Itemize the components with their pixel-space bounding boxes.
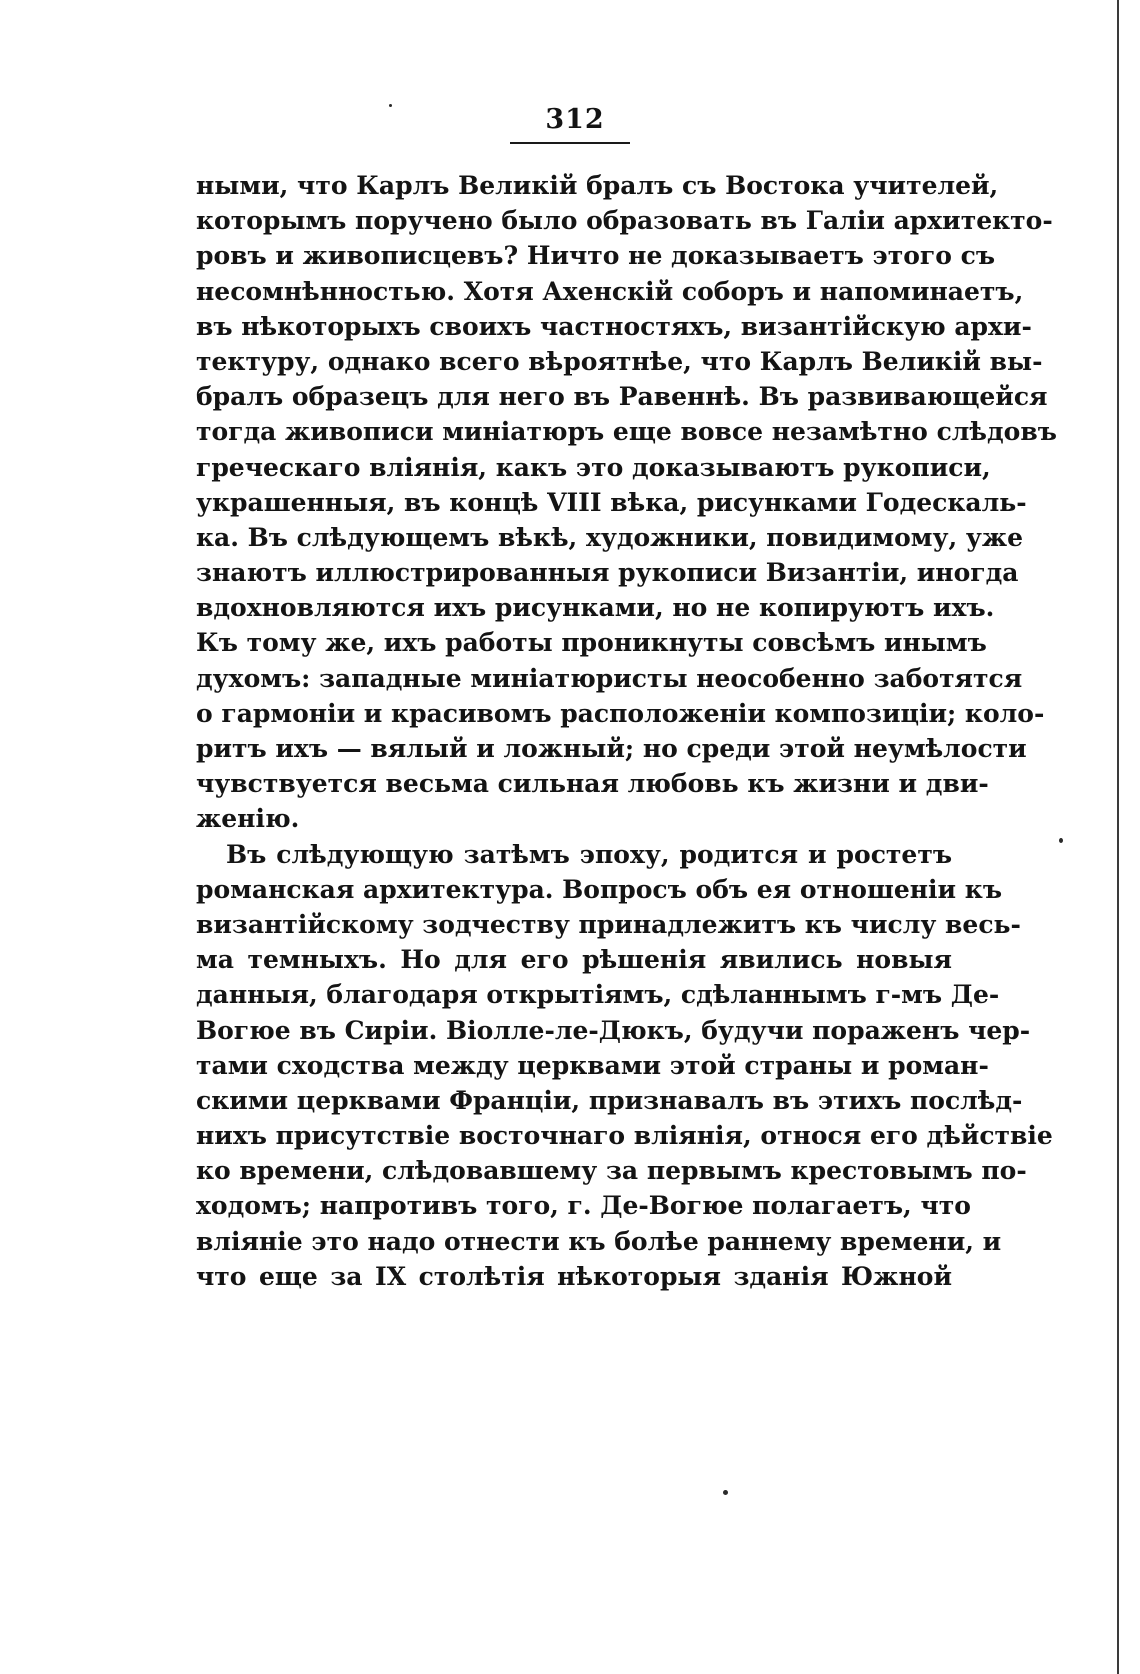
text-line: которымъ поручено было образовать въ Галіи архитекто-	[196, 206, 1053, 236]
text-line: о гармоніи и красивомъ расположеніи композиціи; коло-	[196, 698, 1045, 728]
text-line: тектуру, однако всего вѣроятнѣе, что Карлъ Великій вы-	[196, 346, 1043, 376]
page-edge-line	[1117, 0, 1119, 1674]
text-line: ко времени, слѣдовавшему за первымъ крестовымъ по-	[196, 1156, 1027, 1186]
text-line: ровъ и живописцевъ? Ничто не доказываетъ этого съ	[196, 241, 995, 271]
text-line: ритъ ихъ — вялый и ложный; но среди этой неумѣлости	[196, 734, 1027, 763]
text-line: романская архитектура. Вопросъ объ ея отношеніи къ	[196, 874, 1003, 904]
text-line: вдохновляются ихъ рисунками, но не копируютъ ихъ.	[196, 593, 995, 623]
ink-speck	[389, 104, 392, 107]
page-number-underline	[510, 142, 630, 144]
text-line: Въ слѣдующую затѣмъ эпоху, родится и ростетъ	[226, 839, 952, 869]
text-line: ходомъ; напротивъ того, г. Де-Вогюе полагаетъ, что	[196, 1191, 971, 1221]
ink-speck	[723, 1490, 728, 1495]
text-line: данныя, благодаря открытіямъ, сдѣланнымъ г-мъ Де-	[196, 980, 1000, 1010]
text-line: тами сходства между церквами этой страны и роман-	[196, 1050, 989, 1080]
ink-speck	[1059, 838, 1063, 843]
text-line: ными, что Карлъ Великій бралъ съ Востока учителей,	[196, 171, 999, 200]
text-line: Вогюе въ Сиріи. Віолле-ле-Дюкъ, будучи пораженъ чер-	[196, 1015, 1031, 1045]
text-line: тогда живописи миніатюръ еще вовсе незамѣтно слѣдовъ	[196, 417, 1057, 447]
text-line: знаютъ иллюстрированныя рукописи Византіи, иногда	[196, 558, 1019, 588]
text-line: вліяніе это надо отнести къ болѣе раннему времени, и	[196, 1226, 1002, 1256]
text-line: ма темныхъ. Но для его рѣшенія явились новыя	[196, 945, 952, 975]
text-line: духомъ: западные миніатюристы неособенно заботятся	[196, 663, 1023, 693]
text-line: въ нѣкоторыхъ своихъ частностяхъ, византійскую архи-	[196, 311, 1032, 341]
body-text	[196, 168, 1057, 1294]
text-line: греческаго вліянія, какъ это доказываютъ рукописи,	[196, 452, 991, 482]
text-line: скими церквами Франціи, признавалъ въ этихъ послѣд-	[196, 1085, 1023, 1115]
text-line: несомнѣнностью. Хотя Ахенскій соборъ и напоминаетъ,	[196, 276, 1024, 306]
text-line: чувствуется весьма сильная любовь къ жизни и дви-	[196, 769, 989, 799]
text-line: женію.	[196, 804, 300, 834]
page-number: 312	[545, 104, 605, 135]
text-line: что еще за IX столѣтія нѣкоторыя зданія Южной	[196, 1261, 952, 1291]
text-line: нихъ присутствіе восточнаго вліянія, относя его дѣйствіе	[196, 1121, 1053, 1151]
text-line: византійскому зодчеству принадлежитъ къ числу весь-	[196, 909, 1021, 939]
text-line: украшенныя, въ концѣ VIII вѣка, рисунками Годескаль-	[196, 487, 1027, 517]
text-line: ка. Въ слѣдующемъ вѣкѣ, художники, повидимому, уже	[196, 522, 1024, 552]
text-line: бралъ образецъ для него въ Равеннѣ. Въ развивающейся	[196, 382, 1048, 412]
text-line: Къ тому же, ихъ работы проникнуты совсѣмъ инымъ	[196, 628, 987, 658]
